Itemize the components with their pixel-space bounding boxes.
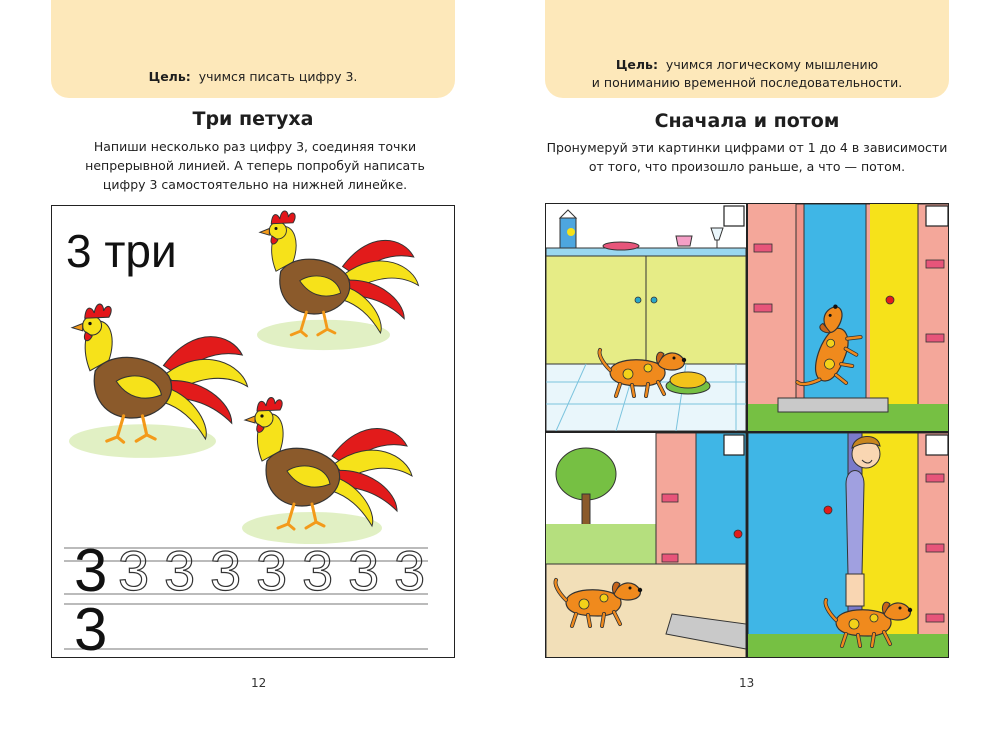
trace-digit: 3 <box>164 539 196 602</box>
goal-description: учимся писать цифру 3. <box>198 69 358 84</box>
sequence-frame <box>545 203 949 658</box>
practice-row <box>74 596 108 658</box>
exercise-frame-left <box>51 205 455 658</box>
trace-digit: 3 <box>118 539 150 602</box>
goal-banner-right <box>545 0 949 98</box>
goal-text-right <box>592 56 902 92</box>
rooster-top-right <box>257 211 419 350</box>
rooster-bottom-right <box>242 398 412 545</box>
goal-label: Цель: <box>148 69 191 84</box>
solid-digit: 3 <box>74 596 108 658</box>
page-title-left: Три петуха <box>192 108 314 130</box>
goal-banner-left <box>51 0 455 98</box>
trace-digit: 3 <box>348 539 380 602</box>
goal-text-left <box>149 68 358 86</box>
goal-label: Цель: <box>615 57 658 72</box>
trace-digit: 3 <box>302 539 334 602</box>
page-title-right: Сначала и потом <box>654 110 840 132</box>
page-number-right: 13 <box>739 676 755 690</box>
goal-line-2: и пониманию временной последовательности. <box>591 75 903 90</box>
trace-digit: 3 <box>210 539 242 602</box>
solid-digit: 3 <box>74 537 108 604</box>
panel-door-knock <box>748 204 949 431</box>
panel-boy-door <box>748 433 949 658</box>
instruction-left: Напиши несколько раз цифру 3, соединяя точки непрерывной линией. А теперь попробуй написать цифру 3 самостоятельно на нижней линейке. <box>85 139 425 192</box>
number-word: 3 три <box>66 225 177 277</box>
rooster-left <box>69 304 248 458</box>
sequence-illustration <box>546 204 949 658</box>
trace-row <box>74 537 440 604</box>
trace-digit: 3 <box>394 539 426 602</box>
instruction-right: Пронумеруй эти картинки цифрами от 1 до 4 в зависимости от того, что произошло раньше, а что — потом. <box>546 140 948 174</box>
trace-digit: 3 <box>256 539 288 602</box>
goal-line-1: учимся логическому мышлению <box>665 57 879 72</box>
panel-yard <box>546 433 746 658</box>
page-number-left: 12 <box>251 676 267 690</box>
panel-kitchen <box>546 204 746 431</box>
